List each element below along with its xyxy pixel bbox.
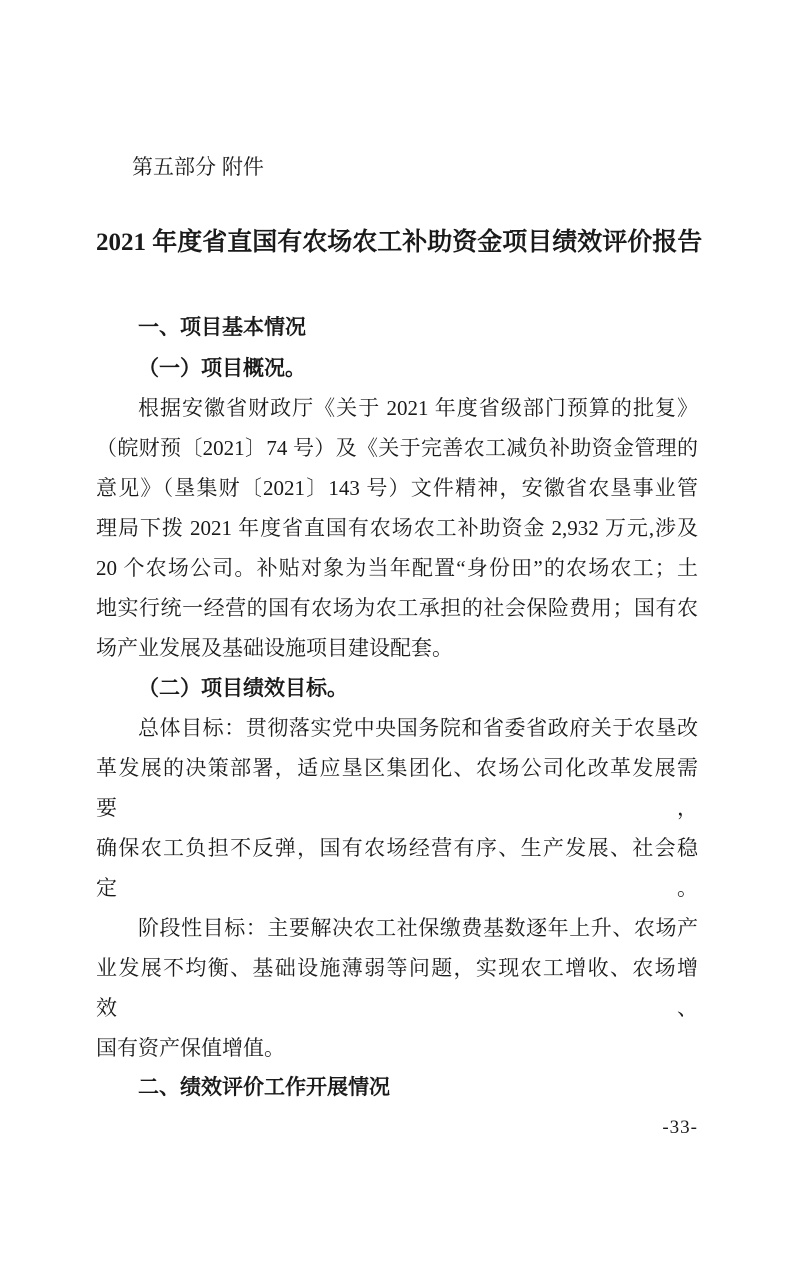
paragraph-line: 地实行统一经营的国有农场为农工承担的社会保险费用；国有农 [96,596,698,620]
paragraph-line: 业发展不均衡、基础设施薄弱等问题，实现农工增收、农场增效、 [96,956,698,1020]
paragraph-line: 根据安徽省财政厅《关于 2021 年度省级部门预算的批复》 [138,396,698,420]
paragraph-line: 意见》（垦集财〔2021〕143 号）文件精神，安徽省农垦事业管 [96,476,698,500]
page-number: -33- [662,1117,698,1138]
document-page [0,148,794,1271]
paragraph-line: 革发展的决策部署，适应垦区集团化、农场公司化改革发展需要， [96,756,698,820]
paragraph-line: 阶段性目标：主要解决农工社保缴费基数逐年上升、农场产 [138,916,698,940]
paragraph-line: 理局下拨 2021 年度省直国有农场农工补助资金 2,932 万元,涉及 [96,516,698,540]
paragraph-line: 国有资产保值增值。 [96,1036,285,1060]
section-heading-1: 一、项目基本情况 [138,316,306,339]
document-body [96,308,698,1108]
paragraph-line: （皖财预〔2021〕74 号）及《关于完善农工减负补助资金管理的 [96,436,698,460]
paragraph-line: 场产业发展及基础设施项目建设配套。 [96,636,453,660]
paragraph-line: 总体目标：贯彻落实党中央国务院和省委省政府关于农垦改 [138,716,698,740]
paragraph-line: 确保农工负担不反弹，国有农场经营有序、生产发展、社会稳定。 [96,836,698,900]
subsection-heading-1-1: （一）项目概况。 [138,356,306,380]
part-heading: 第五部分 附件 [132,156,264,179]
subsection-heading-1-2: （二）项目绩效目标。 [138,676,348,700]
section-heading-2: 二、绩效评价工作开展情况 [138,1076,390,1099]
paragraph-line: 20 个农场公司。补贴对象为当年配置“身份田”的农场农工；土 [96,556,698,580]
report-title: 2021 年度省直国有农场农工补助资金项目绩效评价报告 [96,229,703,256]
